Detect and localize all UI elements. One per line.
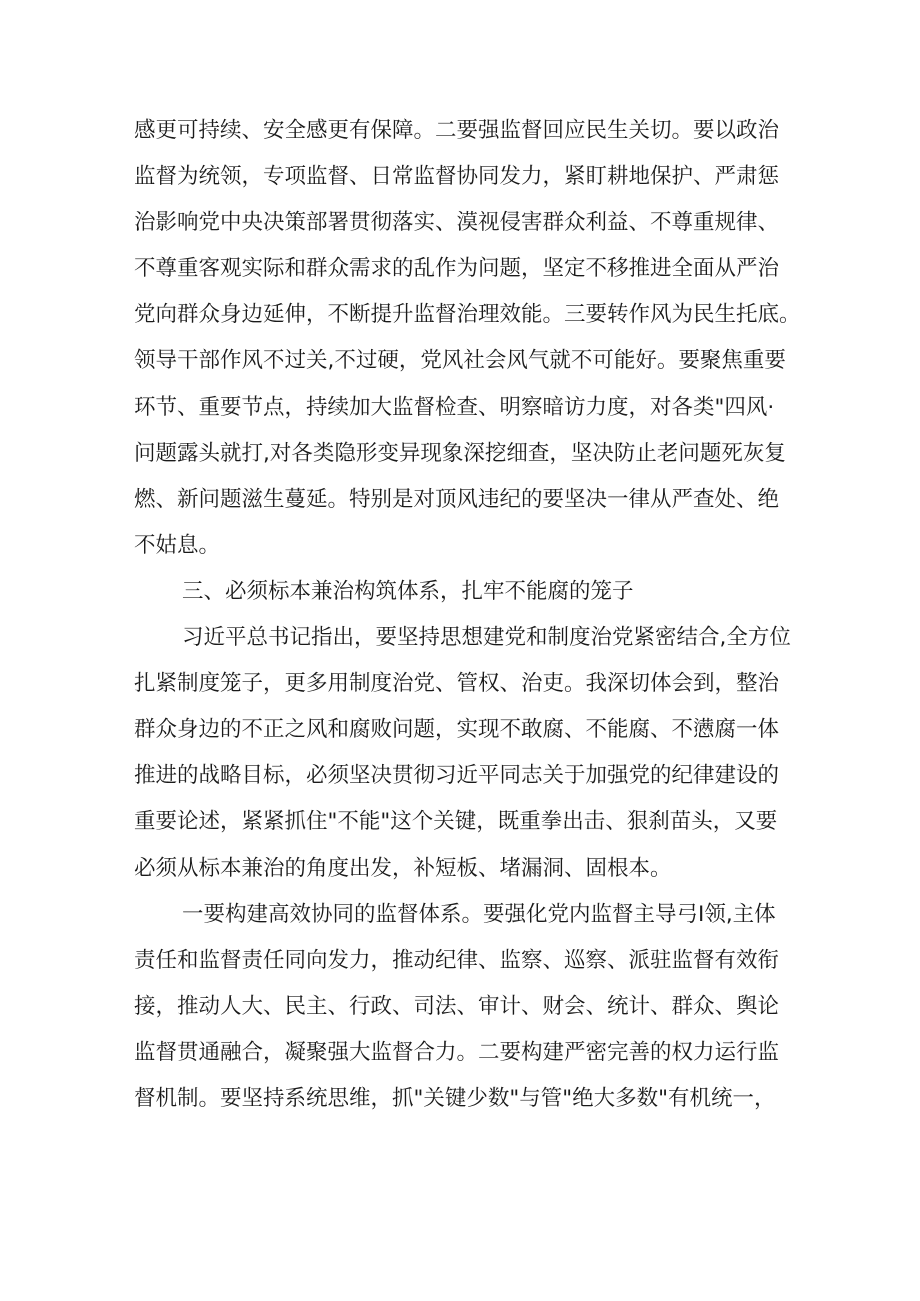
paragraph-2 <box>134 615 794 892</box>
text-line: 问题露头就打,对各类隐形变异现象深挖细查，坚决防止老问题死灰复 <box>134 440 786 466</box>
text-line: 不姑息。 <box>134 532 221 558</box>
text-line: 领导干部作风不过关,不过硬，党风社会风气就不可能好。要聚焦重要 <box>134 348 786 374</box>
text-line: 治影响党中央决策部署贯彻落实、漠视侵害群众利益、不尊重规律、 <box>134 210 780 236</box>
text-line: 燃、新问题滋生蔓延。特别是对顶风违纪的要坚决一律从严查处、绝 <box>134 486 780 512</box>
document-body <box>134 108 801 1122</box>
text-line: 监督贯通融合，凝聚强大监督合力。二要构建严密完善的权力运行监 <box>134 1039 780 1065</box>
text-line: 习近平总书记指出，要坚持思想建党和制度治党紧密结合,全方位 <box>182 625 791 651</box>
text-line: 一要构建高效协同的监督体系。要强化党内监督主导弓I领,主体 <box>182 901 776 927</box>
paragraph-1 <box>134 108 801 569</box>
text-line: 推进的战略目标，必须坚决贯彻习近平同志关于加强党的纪律建设的 <box>134 763 780 789</box>
text-line: 感更可持续、安全感更有保障。二要强监督回应民生关切。要以政治 <box>134 118 780 143</box>
text-line: 责任和监督责任同向发力，推动纪律、监察、巡察、派驻监督有效衔 <box>134 947 780 973</box>
text-line: 不尊重客观实际和群众需求的乱作为问题，坚定不移推进全面从严治 <box>134 256 780 282</box>
text-line: 接，推动人大、民主、行政、司法、审计、财会、统计、群众、舆论 <box>134 993 780 1019</box>
text-line: 重要论述，紧紧抓住"不能"这个关键，既重拳出击、狠刹苗头，又要 <box>134 809 778 835</box>
text-line: 督机制。要坚持系统思维，抓"关键少数"与管"绝大多数"有机统一， <box>134 1085 776 1111</box>
paragraph-3 <box>134 892 794 1122</box>
text-line: 群众身边的不正之风和腐败问题，实现不敢腐、不能腐、不懑腐一体 <box>134 717 780 743</box>
text-line: 扎紧制度笼子，更多用制度治党、管权、治吏。我深切体会到，整治 <box>134 671 780 697</box>
section-heading: 三、必须标本兼治构筑体系，扎牢不能腐的笼子 <box>182 578 634 604</box>
text-line: 必须从标本兼治的角度出发，补短板、堵漏洞、固根本。 <box>134 855 672 881</box>
text-line: 监督为统领，专项监督、日常监督协同发力，紧盯耕地保护、严肃惩 <box>134 164 780 190</box>
text-line: 党向群众身边延伸，不断提升监督治理效能。三要转作风为民生托底。 <box>134 302 801 328</box>
text-line: 环节、重要节点，持续加大监督检查、明察暗访力度，对各类"四风· <box>134 394 775 420</box>
